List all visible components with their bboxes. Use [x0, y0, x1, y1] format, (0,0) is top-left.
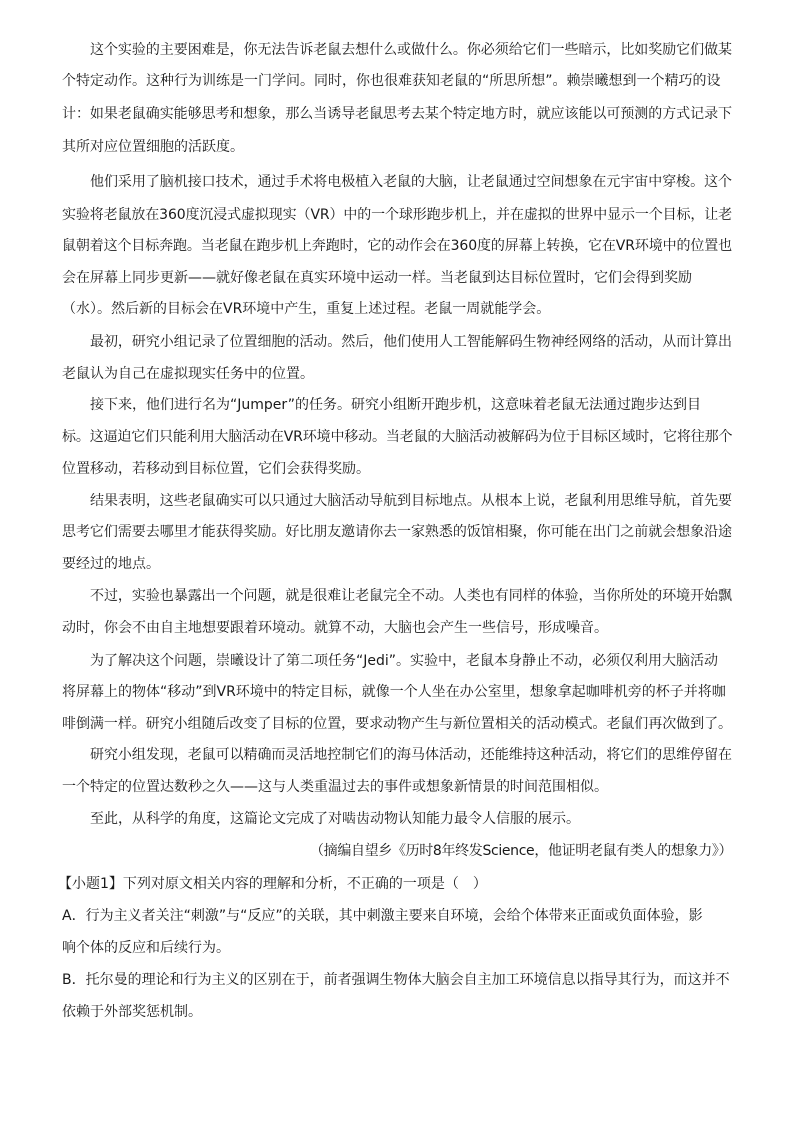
text-line: 老鼠认为自己在虚拟现实任务中的位置。	[62, 366, 314, 382]
text-line: 个特定动作。这种行为训练是一门学问。同时，你也很难获知老鼠的“所思所想”。赖崇曦想到一个精巧的设	[62, 73, 721, 89]
source-citation: （摘编自望乡《历时8年终发Science，他证明老鼠有类人的想象力》）	[310, 843, 733, 859]
text-line: 标。这逼迫它们只能利用大脑活动在VR环境中移动。当老鼠的大脑活动被解码为位于目标区域时，它将往那个	[62, 429, 733, 445]
text-line: 他们采用了脑机接口技术，通过手术将电极植入老鼠的大脑，让老鼠通过空间想象在元宇宙中穿梭。这个	[90, 174, 732, 190]
text-line: 会在屏幕上同步更新——就好像老鼠在真实环境中运动一样。当老鼠到达目标位置时，它们会得到奖励	[62, 270, 692, 286]
text-line: 计：如果老鼠确实能够思考和想象，那么当诱导老鼠思考去某个特定地方时，就应该能以可预测的方式记录下	[62, 106, 732, 122]
text-line: 将屏幕上的物体“移动”到VR环境中的特定目标，就像一个人坐在办公室里，想象拿起咖啡机旁的杯子并将咖	[62, 684, 726, 700]
text-line: 为了解决这个问题，崇曦设计了第二项任务“Jedi”。实验中，老鼠本身静止不动，必须仅利用大脑活动	[90, 653, 719, 669]
text-line: 最初，研究小组记录了位置细胞的活动。然后，他们使用人工智能解码生物神经网络的活动，从而计算出	[90, 334, 732, 350]
option-line: 依赖于外部奖惩机制。	[62, 1004, 202, 1020]
text-line: 这个实验的主要困难是，你无法告诉老鼠去想什么或做什么。你必须给它们一些暗示，比如奖励它们做某	[90, 42, 732, 58]
text-line: 要经过的地点。	[62, 556, 160, 572]
option-line: A．行为主义者关注“刺激”与“反应”的关联，其中刺激主要来自环境，会给个体带来正面或负面体验，影	[62, 908, 703, 924]
text-line: 研究小组发现，老鼠可以精确而灵活地控制它们的海马体活动，还能维持这种活动，将它们的思维停留在	[90, 747, 732, 763]
option-line: 响个体的反应和后续行为。	[62, 940, 230, 956]
text-line: 不过，实验也暴露出一个问题，就是很难让老鼠完全不动。人类也有同样的体验，当你所处的环境开始飘	[90, 588, 732, 604]
option-line: B．托尔曼的理论和行为主义的区别在于，前者强调生物体大脑会自主加工环境信息以指导其行为，而这并不	[62, 972, 730, 988]
text-line: 思考它们需要去哪里才能获得奖励。好比朋友邀请你去一家熟悉的饭馆相聚，你可能在出门之前就会想象沿途	[62, 524, 732, 540]
text-line: 接下来，他们进行名为“Jumper”的任务。研究小组断开跑步机，这意味着老鼠无法通过跑步达到目	[90, 397, 701, 413]
text-line: 一个特定的位置达数秒之久——这与人类重温过去的事件或想象新情景的时间范围相似。	[62, 779, 608, 795]
text-line: 至此，从科学的角度，这篇论文完成了对啮齿动物认知能力最令人信服的展示。	[90, 811, 580, 827]
question-stem: 【小题1】下列对原文相关内容的理解和分析，不正确的一项是（ ）	[58, 876, 487, 892]
text-line: 其所对应位置细胞的活跃度。	[62, 139, 244, 155]
text-line: 鼠朝着这个目标奔跑。当老鼠在跑步机上奔跑时，它的动作会在360度的屏幕上转换，它在VR环境中的位置也	[62, 238, 733, 254]
text-line: 结果表明，这些老鼠确实可以只通过大脑活动导航到目标地点。从根本上说，老鼠利用思维导航，首先要	[90, 493, 732, 509]
text-line: 位置移动，若移动到目标位置，它们会获得奖励。	[62, 461, 370, 477]
text-line: 实验将老鼠放在360度沉浸式虚拟现实（VR）中的一个球形跑步机上，并在虚拟的世界中显示一个目标，让老	[62, 207, 733, 223]
text-line: （水）。然后新的目标会在VR环境中产生，重复上述过程。老鼠一周就能学会。	[62, 301, 551, 317]
text-line: 动时，你会不由自主地想要跟着环境动。就算不动，大脑也会产生一些信号，形成噪音。	[62, 620, 608, 636]
text-line: 啡倒满一样。研究小组随后改变了目标的位置，要求动物产生与新位置相关的活动模式。老鼠们再次做到了。	[62, 716, 732, 732]
